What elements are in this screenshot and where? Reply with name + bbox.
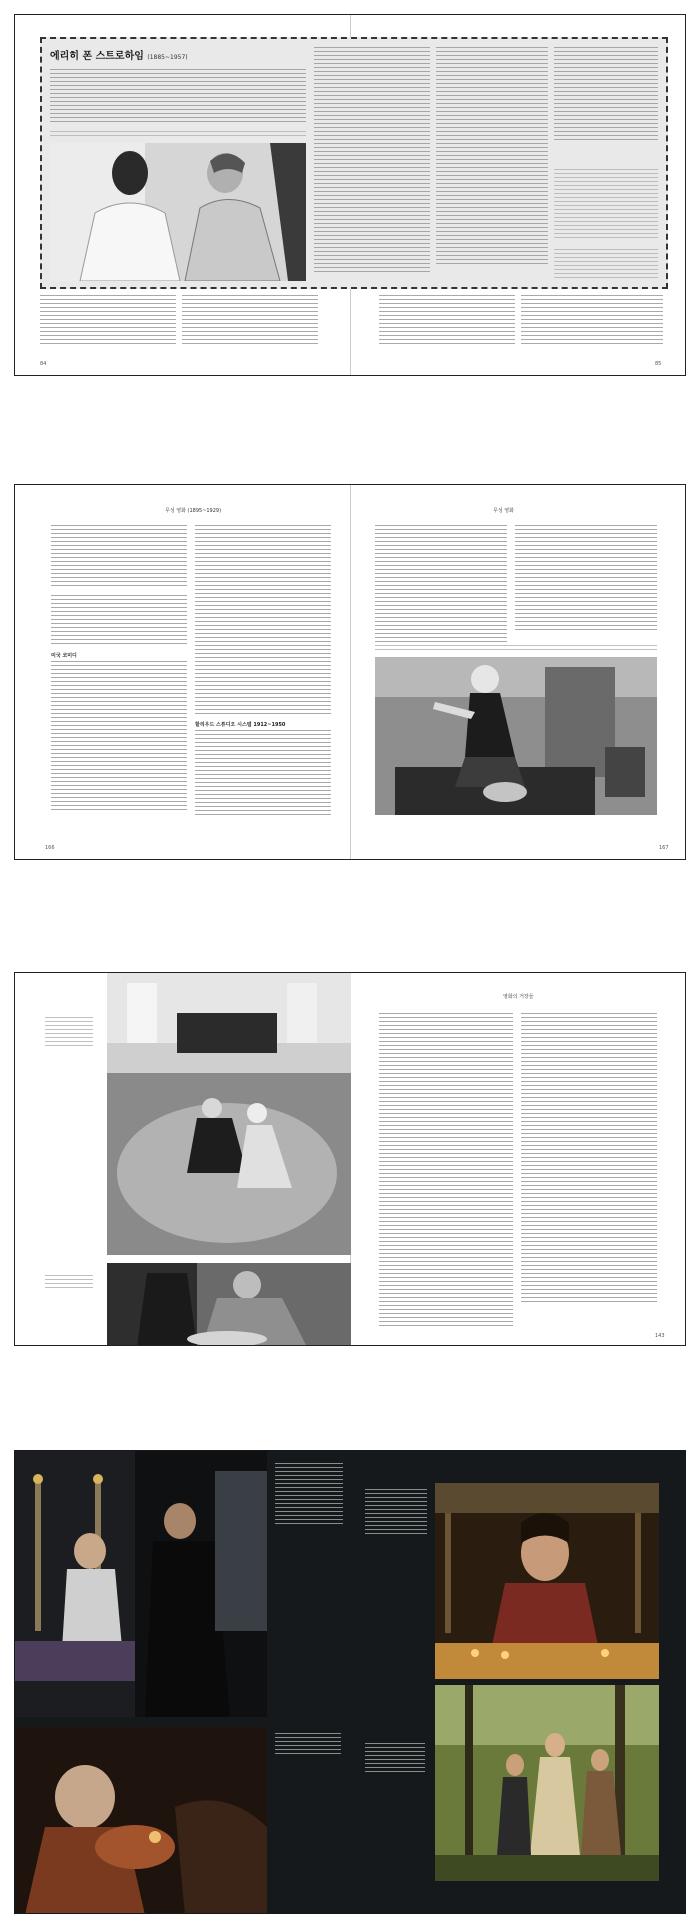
- subhead-studio-system: [195, 721, 285, 728]
- spread-1: [14, 14, 686, 376]
- dark-photo-top-right: [435, 1483, 659, 1679]
- sidebar-column-2: [314, 47, 430, 273]
- right-col-2-text: [521, 1013, 657, 1303]
- left-photo-top: [107, 973, 351, 1255]
- right-col-1-text: [379, 1013, 513, 1327]
- dark-photo-bottom-right-scene: [435, 1685, 659, 1881]
- left-col-1-para-1: [51, 525, 187, 587]
- dark-photo-top-left-scene: [15, 1451, 267, 1717]
- page-number-left: 166: [45, 845, 55, 851]
- left-photo-bottom-scene: [107, 1263, 351, 1346]
- sidebar-photo: [50, 143, 306, 281]
- spread-2: [14, 484, 686, 860]
- dark-caption-right-2: [365, 1743, 425, 1775]
- spread-4: [14, 1450, 686, 1914]
- running-header-left-years: (1895~1929): [187, 508, 222, 514]
- sidebar-photo-caption: [50, 131, 306, 137]
- dark-photo-bottom-left: [15, 1727, 267, 1914]
- sidebar-references: [554, 249, 658, 279]
- dark-caption-left-1: [275, 1463, 343, 1527]
- sidebar-title: [50, 47, 188, 62]
- sidebar-years: (1885~1957): [147, 54, 188, 61]
- sidebar-intro-text: [50, 69, 306, 125]
- gutter: [350, 485, 351, 859]
- left-photo-caption-2: [45, 1275, 93, 1289]
- right-col-2-text: [515, 525, 657, 633]
- body-text-col-4: [521, 295, 663, 347]
- subhead-studio-years: 1912~1950: [253, 722, 286, 728]
- left-photo-top-scene: [107, 973, 351, 1255]
- sidebar-column-3: [436, 47, 548, 265]
- dark-photo-top-right-scene: [435, 1483, 659, 1679]
- sidebar-photo-figures: [50, 143, 306, 281]
- right-page-photo-scene: [375, 657, 657, 815]
- left-photo-bottom: [107, 1263, 351, 1346]
- right-col-1-text: [375, 525, 507, 643]
- dark-photo-bottom-left-scene: [15, 1727, 267, 1914]
- right-page-photo: [375, 657, 657, 815]
- body-text-col-1: [40, 295, 176, 347]
- spread-3: [14, 972, 686, 1346]
- left-col-2-para-2: [195, 730, 331, 816]
- running-header-right: 무성 영화: [493, 508, 514, 514]
- dark-caption-right-1: [365, 1489, 427, 1537]
- page-number-right: 143: [655, 1333, 665, 1339]
- subhead-american-comedy: 미국 코미디: [51, 653, 77, 659]
- running-header-left: [165, 507, 221, 514]
- right-photo-caption: [375, 645, 657, 651]
- dark-photo-top-left: [15, 1451, 267, 1717]
- sidebar-filmography: [554, 169, 658, 239]
- page-number-left: 84: [40, 361, 47, 367]
- running-header-right: 영화의 거장들: [503, 994, 534, 1000]
- page-number-right: 167: [659, 845, 669, 851]
- body-text-col-2: [182, 295, 318, 347]
- running-header-left-title: 무성 영화: [165, 508, 186, 514]
- biography-sidebar: [40, 37, 668, 289]
- left-col-1-para-3: [51, 661, 187, 813]
- subhead-studio-title: 할리우드 스튜디오 시스템: [195, 722, 252, 728]
- body-text-col-3: [379, 295, 515, 347]
- left-col-1-para-2: [51, 595, 187, 647]
- sidebar-name: 에리히 폰 스트로하임: [50, 51, 144, 62]
- dark-caption-left-2: [275, 1733, 341, 1755]
- dark-photo-bottom-right: [435, 1685, 659, 1881]
- sidebar-column-4: [554, 47, 658, 143]
- left-col-2-para-1: [195, 525, 331, 717]
- page-number-right: 85: [655, 361, 662, 367]
- left-photo-caption-1: [45, 1017, 93, 1047]
